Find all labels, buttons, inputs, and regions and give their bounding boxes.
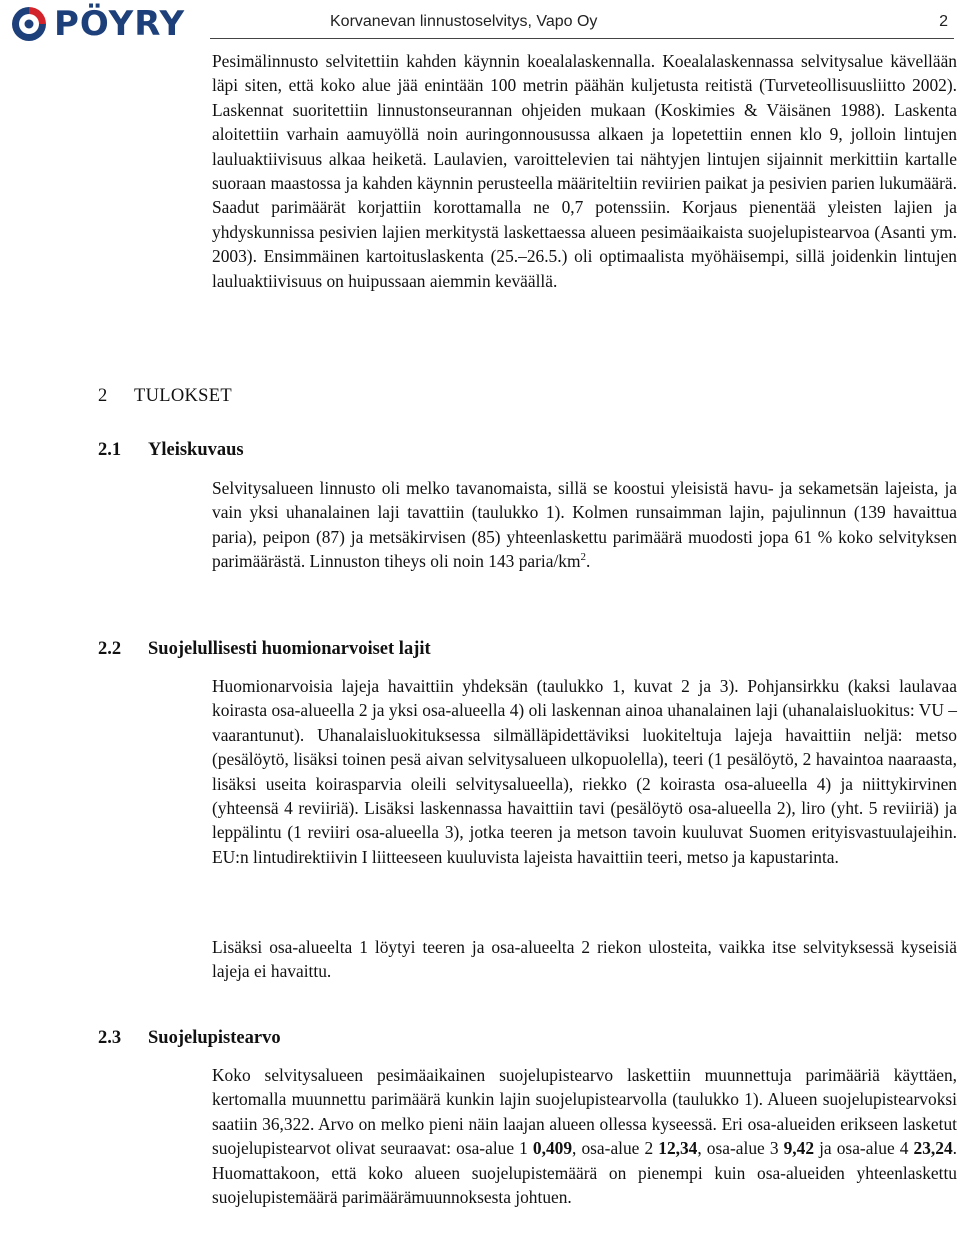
subsection-title: Yleiskuvaus [148, 440, 244, 460]
text-part: , osa-alue 3 [697, 1138, 784, 1159]
yleiskuvaus-end: . [586, 551, 591, 572]
huomionarvoiset-paragraph-2: Lisäksi osa-alueelta 1 löytyi teeren ja osa-alueelta 2 riekon ulosteita, vaikka itse selvityksessä kyseisiä lajeja ei havaittu. [212, 937, 957, 982]
subsection-heading-suojelullisesti [98, 639, 431, 660]
logo-wordmark: PÖYRY [54, 4, 186, 44]
subsection-heading-yleiskuvaus [98, 440, 244, 461]
poyry-logo [8, 4, 236, 44]
yleiskuvaus-text: Selvitysalueen linnusto oli melko tavanomaista, sillä se koostui yleisistä havu- ja sekametsän lajeista, ja vain yksi uhanalainen laji tavattiin (taulukko 1). Kolmen runsaimman lajin, pajulinnun (139 havaittua paria), peipon (87) ja metsäkirvisen (85) yhteenlaskettu parimäärä muodosti jopa 61 % koko selvityksen parimäärästä. Linnuston tiheys oli noin 143 paria/km [212, 478, 957, 572]
subsection-number: 2.3 [98, 1028, 122, 1048]
value-osa-alue-4: 23,24 [913, 1138, 953, 1159]
superscript: 2 [580, 551, 587, 564]
section-title: TULOKSET [134, 386, 232, 406]
yleiskuvaus-paragraph [212, 476, 957, 574]
document-title: Korvanevan linnustoselvitys, Vapo Oy [330, 13, 598, 30]
subsection-number: 2.1 [98, 440, 122, 460]
text-part: ja osa-alue 4 [814, 1138, 914, 1159]
huomionarvoiset-paragraph-1: Huomionarvoisia lajeja havaittiin yhdeksän (taulukko 1, kuvat 2 ja 3). Pohjansirkku (kaksi laulavaa koirasta osa-alueella 2 ja yksi osa-alueella 4) oli laskennan ainoa uhanalainen laji (uhanalaisluokitus: VU – vaarantunut). Uhanalaisluokituksessa silmälläpidettäviksi luokiteltuja lajeja havaittiin neljä: metso (pesälöytö, lisäksi toinen pesä aivan selvitysalueen ulkopuolella), teeri (1 pesälöytö, 2 havaintoa naaraasta, lisäksi useita koirasparvia oleili selvitysalueella), riekko (2 koirasta osa-alueella 4) ja niittykirvinen (yhteensä 4 reviiriä). Lisäksi laskennassa havaittiin tavi (pesälöytö osa-alueella 2), liro (yht. 5 reviiriä) ja leppälintu (1 reviiri osa-alueella 3), jotka teeren ja metson tavoin kuuluvat Suomen erityisvastuulajeihin. EU:n lintudirektiivin I liitteeseen kuuluvista lajeista havaittiin teeri, metso ja kapustarinta. [212, 676, 957, 867]
subsection-title: Suojelullisesti huomionarvoiset lajit [148, 639, 431, 659]
value-osa-alue-3: 9,42 [783, 1138, 815, 1159]
suojelupistearvo-paragraph [212, 1063, 957, 1209]
text-part: Koko selvitysalueen pesimäaikainen suojelupistearvo laskettiin muunnettuja parimääriä käyttäen, kertomalla muunnettu parimäärä kunkin lajin suojelupistearvolla (taulukko 1). Alueen suojelupistearvoksi saatiin 36,322. Arvo on melko pieni näin laajan alueen ollessa kyseessä. Eri osa-alueiden erikseen lasketut suojelupistearvot olivat seuraavat: osa-alue 1 [212, 1065, 957, 1159]
subsection-title: Suojelupistearvo [148, 1028, 281, 1048]
section-heading-tulokset [98, 386, 232, 407]
intro-paragraph: Pesimälinnusto selvitettiin kahden käynnin koealalaskennalla. Koealalaskennassa selvitysalue kävellään läpi siten, että koko alue jää enintään 100 metrin päähän kuljetusta reitistä (Turveteollisuusliitto 2002). Laskennat suoritettiin linnustonseurannan ohjeiden mukaan (Koskimies & Väisänen 1988). Laskenta aloitettiin varhain aamuyöllä noin auringonnousussa alkaen ja lopetettiin ennen klo 9, jolloin lintujen lauluaktiivisuus alkaa heiketä. Laulavien, varoittelevien tai nähtyjen lintujen sijainnit merkittiin kartalle suoraan maastossa ja kahden käynnin perusteella määriteltiin reviirien paikat ja pesivien parien lukumäärä. Saadut parimäärät korjattiin korottamalla ne 0,7 potenssiin. Korjaus pienentää yleisten lajien ja yhdyskunnissa pesivien lajien merkitystä laskettaessa alueen pesimäaikaista suojelupistearvoa (Asanti ym. 2003). Ensimmäinen kartoituslaskenta (25.–26.5.) oli optimaalista myöhäisempi, sillä joidenkin lintujen lauluaktiivisuus on huipussaan aiemmin keväällä. [212, 51, 957, 291]
section-number: 2 [98, 386, 108, 406]
subsection-heading-suojelupistearvo [98, 1028, 281, 1049]
value-osa-alue-1: 0,409 [532, 1138, 573, 1159]
value-osa-alue-2: 12,34 [658, 1138, 698, 1159]
text-part: . Huomattakoon, että koko alueen suojelupistemäärä on pienempi kuin osa-alueiden yhteenlaskettu suojelupistemäärä parimäärämuunnoksesta johtuen. [212, 1138, 958, 1208]
header-divider [210, 38, 954, 39]
poyry-logo-icon [8, 5, 50, 43]
subsection-number: 2.2 [98, 639, 122, 659]
text-part: , osa-alue 2 [572, 1138, 659, 1159]
page-number: 2 [939, 13, 948, 30]
